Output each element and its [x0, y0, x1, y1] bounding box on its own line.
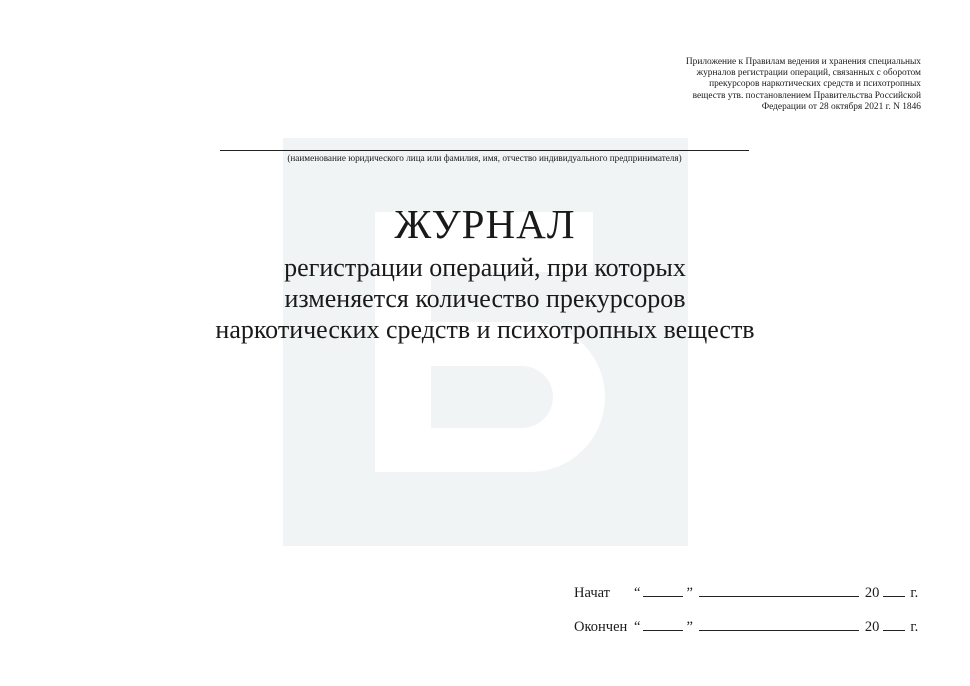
watermark-logo-counter	[431, 366, 553, 428]
appendix-line: Федерации от 28 октября 2021 г. N 1846	[761, 101, 921, 112]
appendix-line: Приложение к Правилам ведения и хранения специальных	[685, 57, 921, 67]
started-year-suffix: г.	[910, 585, 919, 601]
journal-subtitle	[0, 252, 970, 345]
finished-month-blank[interactable]	[699, 618, 859, 631]
finished-year-prefix: 20	[864, 619, 880, 635]
started-year-blank[interactable]	[883, 584, 905, 597]
finished-date-row	[574, 618, 934, 636]
finished-year-suffix: г.	[910, 619, 919, 635]
open-quote: “	[634, 585, 641, 601]
appendix-note	[621, 57, 921, 113]
finished-day-blank[interactable]	[643, 618, 683, 631]
subtitle-line: изменяется количество прекурсоров	[284, 284, 686, 313]
finished-label: Окончен	[574, 619, 628, 635]
started-date-row	[574, 584, 934, 602]
close-quote: ”	[686, 585, 693, 601]
appendix-line: прекурсоров наркотических средств и психотропных	[709, 79, 921, 90]
close-quote: ”	[686, 619, 693, 635]
subtitle-line: наркотических средств и психотропных веществ	[215, 315, 755, 344]
organization-name-line[interactable]	[220, 150, 749, 151]
finished-year-blank[interactable]	[883, 618, 905, 631]
started-month-blank[interactable]	[699, 584, 859, 597]
started-label: Начат	[574, 585, 611, 601]
started-year-prefix: 20	[864, 585, 880, 601]
organization-name-caption: (наименование юридического лица или фамилия, имя, отчество индивидуального предпринимателя)	[287, 153, 682, 163]
appendix-line: журналов регистрации операций, связанных с оборотом	[696, 68, 921, 79]
journal-title: ЖУРНАЛ	[394, 201, 576, 247]
appendix-line: веществ утв. постановлением Правительства Российской	[692, 90, 921, 101]
journal-dates	[574, 584, 934, 636]
open-quote: “	[634, 619, 641, 635]
subtitle-line: регистрации операций, при которых	[284, 253, 686, 282]
started-day-blank[interactable]	[643, 584, 683, 597]
